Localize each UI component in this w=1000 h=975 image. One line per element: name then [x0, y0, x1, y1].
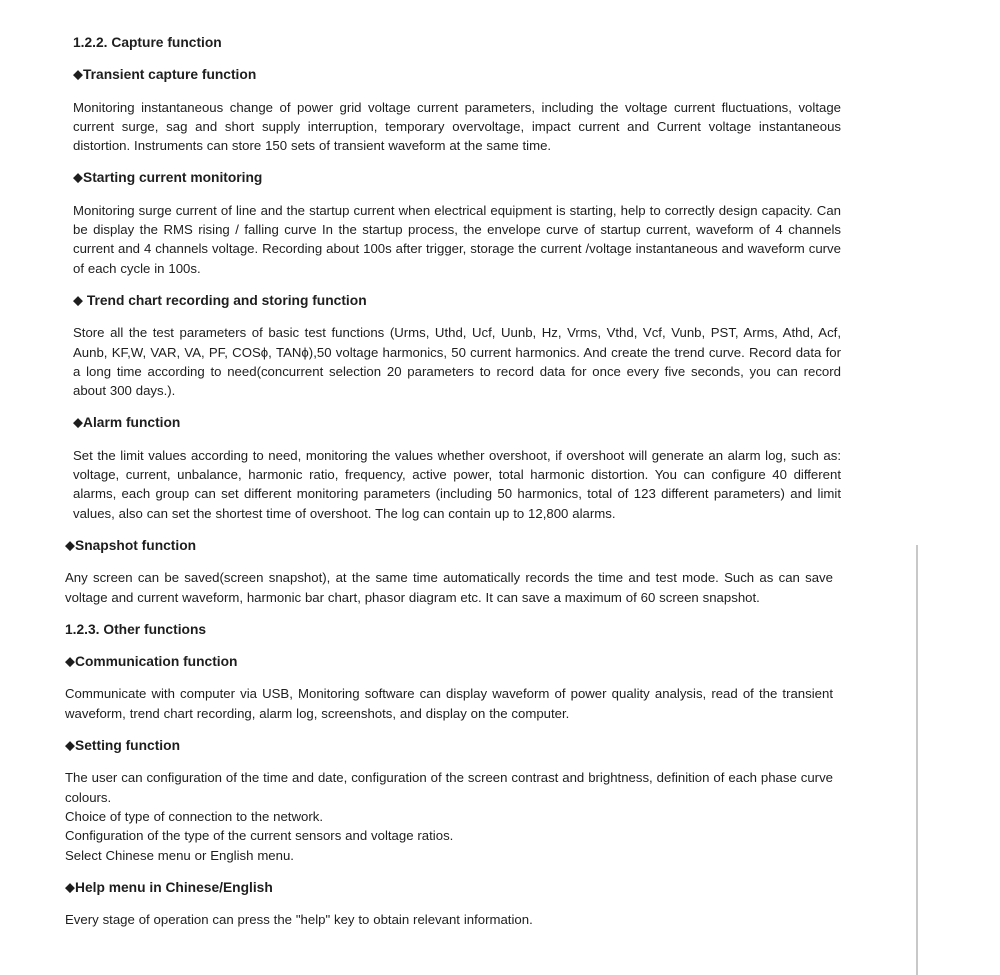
page-edge-divider: [916, 545, 918, 975]
subsection-title: Transient capture function: [83, 67, 257, 83]
diamond-bullet-icon: ◆: [73, 169, 83, 185]
subsection-heading-snapshot: [65, 536, 833, 555]
diamond-bullet-icon: ◆: [65, 653, 75, 669]
subsection-title: Help menu in Chinese/English: [75, 879, 273, 895]
subsection-heading-starting-current: [73, 168, 841, 187]
subsection-heading-help-menu: [65, 878, 833, 897]
subsection-heading-setting: [65, 736, 833, 755]
diamond-bullet-icon: ◆: [65, 537, 75, 553]
paragraph-setting-language: Select Chinese menu or English menu.: [65, 847, 294, 863]
subsection-title: Trend chart recording and storing function: [83, 292, 367, 308]
subsection-title: Snapshot function: [75, 537, 197, 553]
paragraph-starting-current: Monitoring surge current of line and the startup current when electrical equipment is starting, help to correctly design capacity. Can be display the RMS rising / falling curve In the startup process, the envelope curve of startup current, waveform of 4 channels current and 4 channels voltage. Recording about 100s after trigger, storage the current /voltage instantaneous and waveform curve of each cycle in 100s.: [73, 202, 841, 276]
subsection-heading-communication: [65, 652, 833, 671]
subsection-heading-alarm: [73, 413, 841, 432]
subsection-title: Communication function: [75, 654, 238, 670]
subsection-heading-trend-chart: [73, 291, 841, 310]
subsection-title: Starting current monitoring: [83, 170, 263, 186]
paragraph-setting-main: The user can configuration of the time and date, configuration of the screen contrast and brightness, definition of each phase curve colours.: [65, 770, 833, 805]
section-heading-other-functions: 1.2.3. Other functions: [65, 621, 207, 637]
subsection-title: Alarm function: [83, 415, 181, 431]
diamond-bullet-icon: ◆: [65, 879, 75, 895]
subsection-heading-transient-capture: [73, 65, 841, 84]
paragraph-setting-network: Choice of type of connection to the network.: [65, 808, 323, 824]
document-block-lower: [65, 536, 833, 929]
paragraph-transient-capture: Monitoring instantaneous change of power grid voltage current parameters, including the voltage current fluctuations, voltage current surge, sag and short supply interruption, temporary overvoltage, impact current and Current voltage instantaneous distortion. Instruments can store 150 sets of transient waveform at the same time.: [73, 99, 841, 154]
section-heading-capture-function: 1.2.2. Capture function: [73, 35, 222, 50]
diamond-bullet-icon: ◆: [73, 66, 83, 82]
paragraph-setting-sensors: Configuration of the type of the current sensors and voltage ratios.: [65, 828, 454, 844]
paragraph-alarm: Set the limit values according to need, monitoring the values whether overshoot, if overshoot will generate an alarm log, such as: voltage, current, unbalance, harmonic ratio, frequency, active power, total harmonic distortion. You can configure 40 different alarms, each group can set different monitoring parameters (including 50 harmonics, total of 123 different parameters) and limit values, also can set the shortest time of overshoot. The log can contain up to 12,800 alarms.: [73, 447, 841, 521]
paragraph-trend-chart: Store all the test parameters of basic test functions (Urms, Uthd, Ucf, Uunb, Hz, Vrms, Vthd, Vcf, Vunb, PST, Arms, Athd, Acf, Aunb, KF,W, VAR, VA, PF, COSϕ, TANϕ),50 voltage harmonics, 50 current harmonics. And create the trend curve. Record data for a long time according to need(concurrent selection 20 parameters to record data for once every five seconds, you can record about 300 days.).: [73, 325, 841, 399]
diamond-bullet-icon: ◆: [73, 292, 83, 308]
paragraph-help-menu: Every stage of operation can press the "help" key to obtain relevant information.: [65, 912, 533, 928]
document-block-upper: [73, 33, 841, 523]
subsection-title: Setting function: [75, 738, 180, 754]
paragraph-snapshot: Any screen can be saved(screen snapshot), at the same time automatically records the time and test mode. Such as can save voltage and current waveform, harmonic bar chart, phasor diagram etc. It can save a maximum of 60 screen snapshot.: [65, 570, 833, 605]
diamond-bullet-icon: ◆: [65, 737, 75, 753]
paragraph-communication: Communicate with computer via USB, Monitoring software can display waveform of power quality analysis, read of the transient waveform, trend chart recording, alarm log, screenshots, and display on the computer.: [65, 686, 833, 721]
diamond-bullet-icon: ◆: [73, 414, 83, 430]
